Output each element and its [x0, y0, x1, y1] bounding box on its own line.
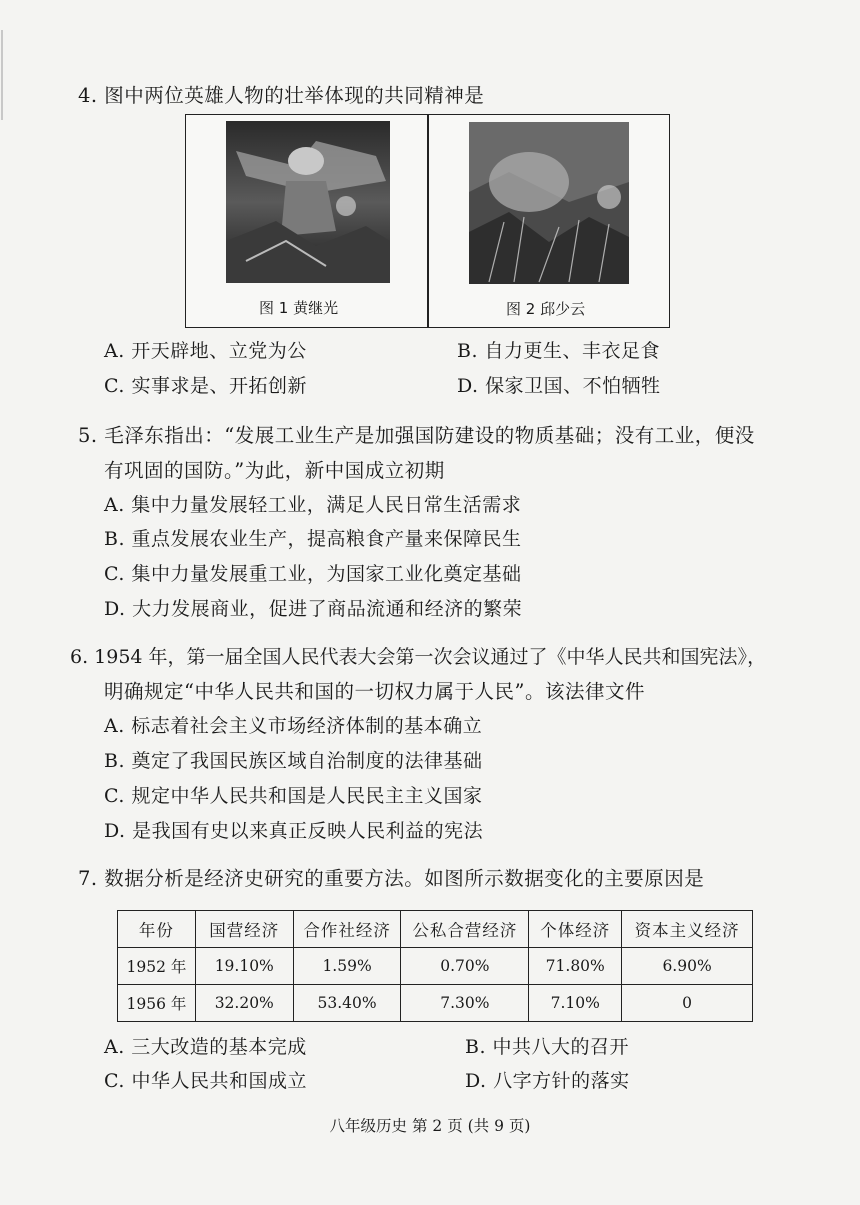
q4-option-b[interactable]: B. 自力更生、丰衣足食	[457, 340, 661, 362]
q7-option-b[interactable]: B. 中共八大的召开	[465, 1036, 630, 1058]
table-cell: 7.10%	[529, 985, 622, 1022]
q5-stem-line1: 5. 毛泽东指出：“发展工业生产是加强国防建设的物质基础；没有工业，便没	[78, 424, 755, 447]
table-cell: 6.90%	[622, 948, 753, 985]
q7-economy-table	[117, 910, 753, 1022]
q4-option-d[interactable]: D. 保家卫国、不怕牺牲	[457, 375, 661, 397]
table-header: 合作社经济	[293, 911, 401, 948]
q4-stem: 4. 图中两位英雄人物的壮举体现的共同精神是	[78, 84, 485, 107]
table-header: 年份	[118, 911, 196, 948]
q7-stem: 7. 数据分析是经济史研究的重要方法。如图所示数据变化的主要原因是	[78, 867, 705, 890]
q5-option-a[interactable]: A. 集中力量发展轻工业，满足人民日常生活需求	[104, 494, 522, 516]
q5-option-c[interactable]: C. 集中力量发展重工业，为国家工业化奠定基础	[104, 563, 522, 585]
page-footer: 八年级历史 第 2 页 (共 9 页)	[329, 1117, 531, 1135]
q6-stem-line1: 6. 1954 年，第一届全国人民代表大会第一次会议通过了《中华人民共和国宪法》，	[70, 646, 767, 668]
qiu-shaoyun-photo	[469, 122, 629, 284]
table-row	[118, 948, 753, 985]
fig2-caption: 图 2 邱少云	[506, 300, 586, 318]
q4-option-c[interactable]: C. 实事求是、开拓创新	[104, 375, 307, 397]
scan-edge-mark	[0, 30, 5, 120]
q6-option-b[interactable]: B. 奠定了我国民族区域自治制度的法律基础	[104, 750, 483, 772]
q4-figure-box	[185, 114, 670, 328]
q6-option-d[interactable]: D. 是我国有史以来真正反映人民利益的宪法	[104, 820, 484, 842]
q6-option-a[interactable]: A. 标志着社会主义市场经济体制的基本确立	[104, 715, 483, 737]
huang-jiguang-photo	[226, 121, 390, 283]
table-cell: 19.10%	[195, 948, 293, 985]
table-cell: 1956 年	[118, 985, 196, 1022]
table-header: 资本主义经济	[622, 911, 753, 948]
q7-option-c[interactable]: C. 中华人民共和国成立	[104, 1070, 307, 1092]
table-cell: 53.40%	[293, 985, 401, 1022]
table-cell: 71.80%	[529, 948, 622, 985]
q5-option-d[interactable]: D. 大力发展商业，促进了商品流通和经济的繁荣	[104, 598, 523, 620]
table-cell: 1.59%	[293, 948, 401, 985]
q7-option-d[interactable]: D. 八字方针的落实	[465, 1070, 630, 1092]
table-cell: 1952 年	[118, 948, 196, 985]
q6-option-c[interactable]: C. 规定中华人民共和国是人民民主主义国家	[104, 785, 483, 807]
table-cell: 7.30%	[401, 985, 529, 1022]
q5-stem-line2: 有巩固的国防。”为此，新中国成立初期	[104, 459, 445, 482]
table-header: 公私合营经济	[401, 911, 529, 948]
fig1-caption: 图 1 黄继光	[259, 299, 339, 317]
table-header: 个体经济	[529, 911, 622, 948]
table-header-row	[118, 911, 753, 948]
table-row	[118, 985, 753, 1022]
q5-option-b[interactable]: B. 重点发展农业生产，提高粮食产量来保障民生	[104, 528, 522, 550]
figure-divider	[427, 115, 429, 327]
q6-stem-line2: 明确规定“中华人民共和国的一切权力属于人民”。该法律文件	[104, 680, 645, 703]
table-cell: 32.20%	[195, 985, 293, 1022]
q7-option-a[interactable]: A. 三大改造的基本完成	[104, 1036, 307, 1058]
table-cell: 0.70%	[401, 948, 529, 985]
q4-option-a[interactable]: A. 开天辟地、立党为公	[104, 340, 307, 362]
table-cell: 0	[622, 985, 753, 1022]
table-header: 国营经济	[195, 911, 293, 948]
